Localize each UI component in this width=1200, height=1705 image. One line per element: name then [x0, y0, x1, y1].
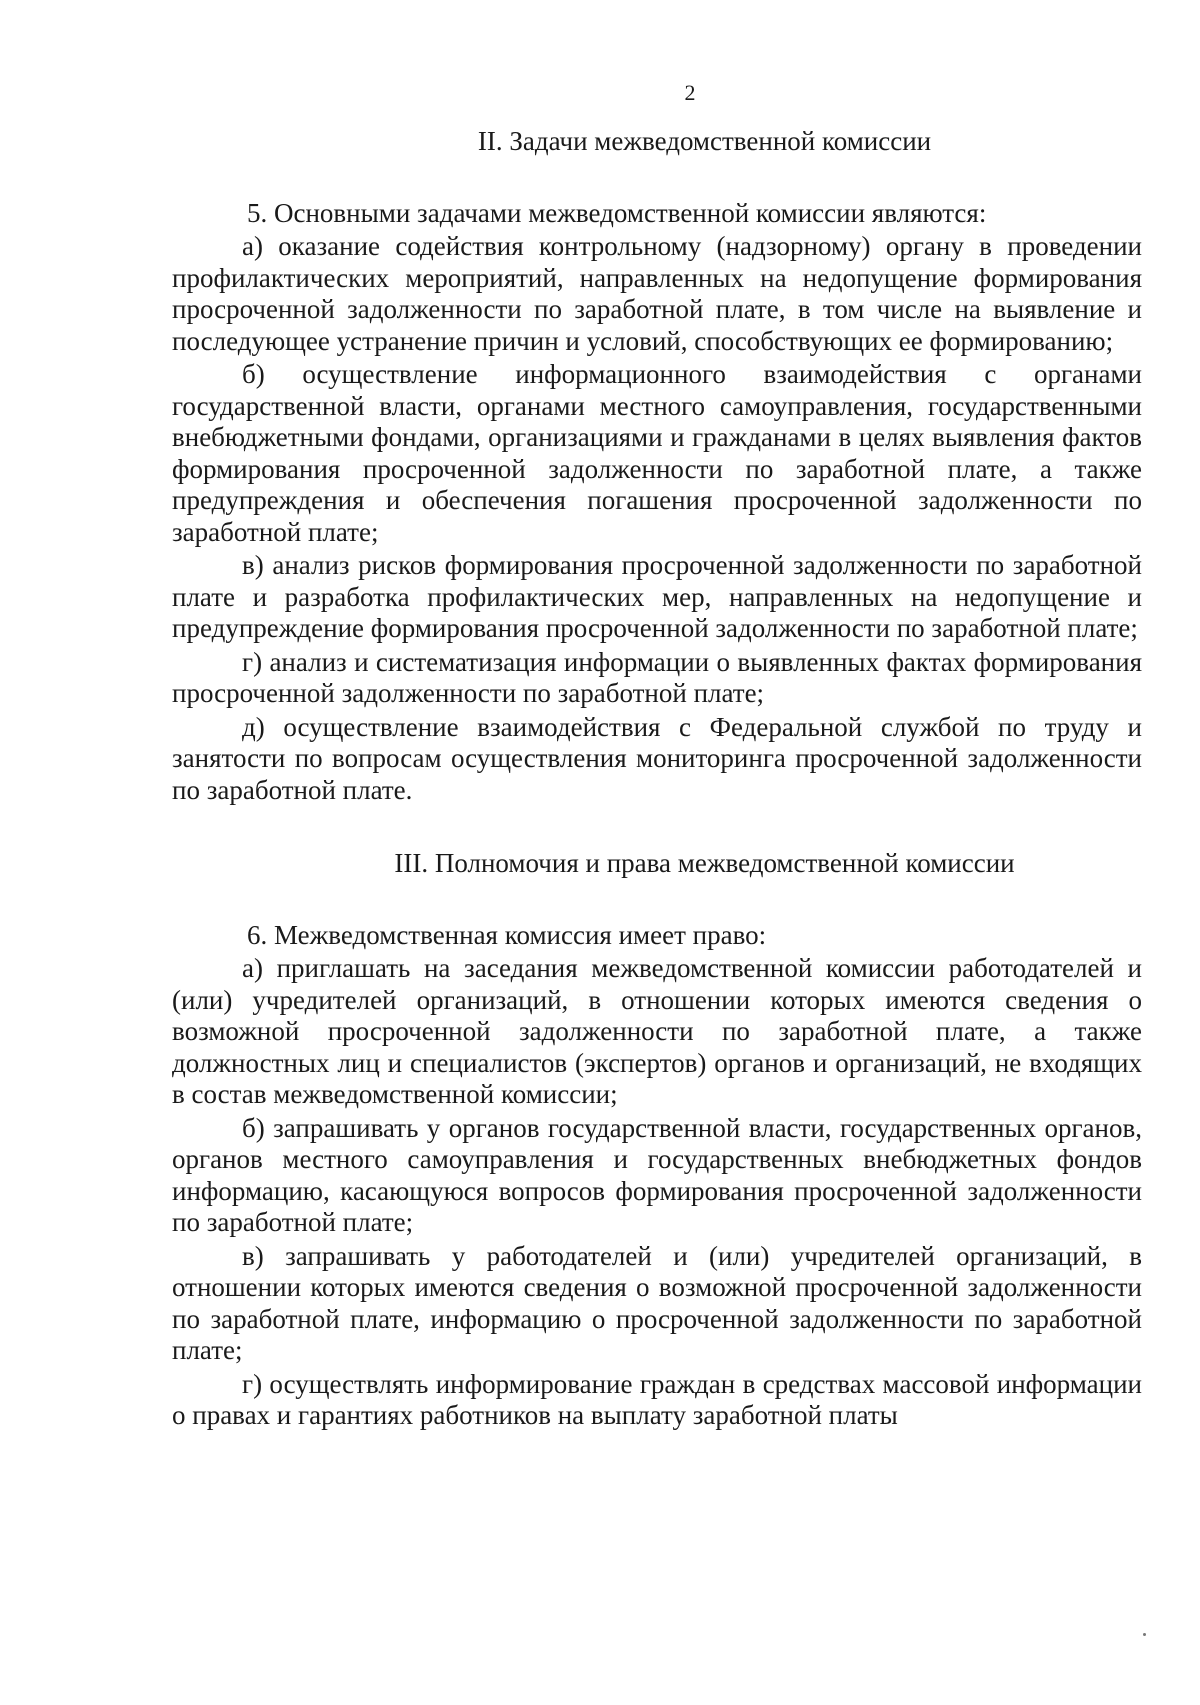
section-3-intro: 6. Межведомственная комиссия имеет право: — [247, 919, 767, 950]
section-2-item-v: в) анализ рисков формирования просроченной задолженности по заработной плате и разработка профилактических мер, направленных на недопущение и предупреждение формирования просроченной задолженности по заработной плате; — [172, 550, 1142, 643]
section-2-intro: 5. Основными задачами межведомственной комиссии являются: — [247, 197, 987, 228]
section-3-item-v: в) запрашивать у работодателей и (или) учредителей организаций, в отношении которых имеются сведения о возможной просроченной задолженности по заработной плате, информацию о просроченной задолженности по заработной плате; — [172, 1240, 1142, 1365]
document-body — [172, 126, 1142, 1432]
page-number: 2 — [684, 80, 696, 105]
section-3-heading: III. Полномочия и права межведомственной комиссии — [394, 848, 1015, 878]
section-3-item-g: г) осуществлять информирование граждан в средствах массовой информации о правах и гарантиях работников на выплату заработной платы — [172, 1368, 1142, 1430]
scan-speck — [1143, 1633, 1146, 1636]
section-2-item-a: а) оказание содействия контрольному (надзорному) органу в проведении профилактических мероприятий, направленных на недопущение формирования просроченной задолженности по заработной плате, в том числе на выявление и последующее устранение причин и условий, способствующих ее формированию; — [172, 231, 1142, 356]
section-2-item-g: г) анализ и систематизация информации о выявленных фактах формирования просроченной задолженности по заработной плате; — [172, 646, 1142, 708]
section-3-item-b: б) запрашивать у органов государственной власти, государственных органов, органов местного самоуправления и государственных внебюджетных фондов информацию, касающуюся вопросов формирования просроченной задолженности по заработной плате; — [172, 1112, 1142, 1237]
section-2-item-b: б) осуществление информационного взаимодействия с органами государственной власти, органами местного самоуправления, государственными внебюджетными фондами, организациями и гражданами в целях выявления фактов формирования просроченной задолженности по заработной плате, а также предупреждения и обеспечения погашения просроченной задолженности по заработной плате; — [172, 359, 1142, 547]
section-2-item-d: д) осуществление взаимодействия с Федеральной службой по труду и занятости по вопросам осуществления мониторинга просроченной задолженности по заработной плате. — [172, 711, 1142, 805]
section-2-heading: II. Задачи межведомственной комиссии — [477, 126, 932, 156]
section-3-item-a: а) приглашать на заседания межведомственной комиссии работодателей и (или) учредителей организаций, в отношении которых имеются сведения о возможной просроченной задолженности по заработной плате, а также должностных лиц и специалистов (экспертов) органов и организаций, не входящих в состав межведомственной комиссии; — [172, 953, 1142, 1109]
